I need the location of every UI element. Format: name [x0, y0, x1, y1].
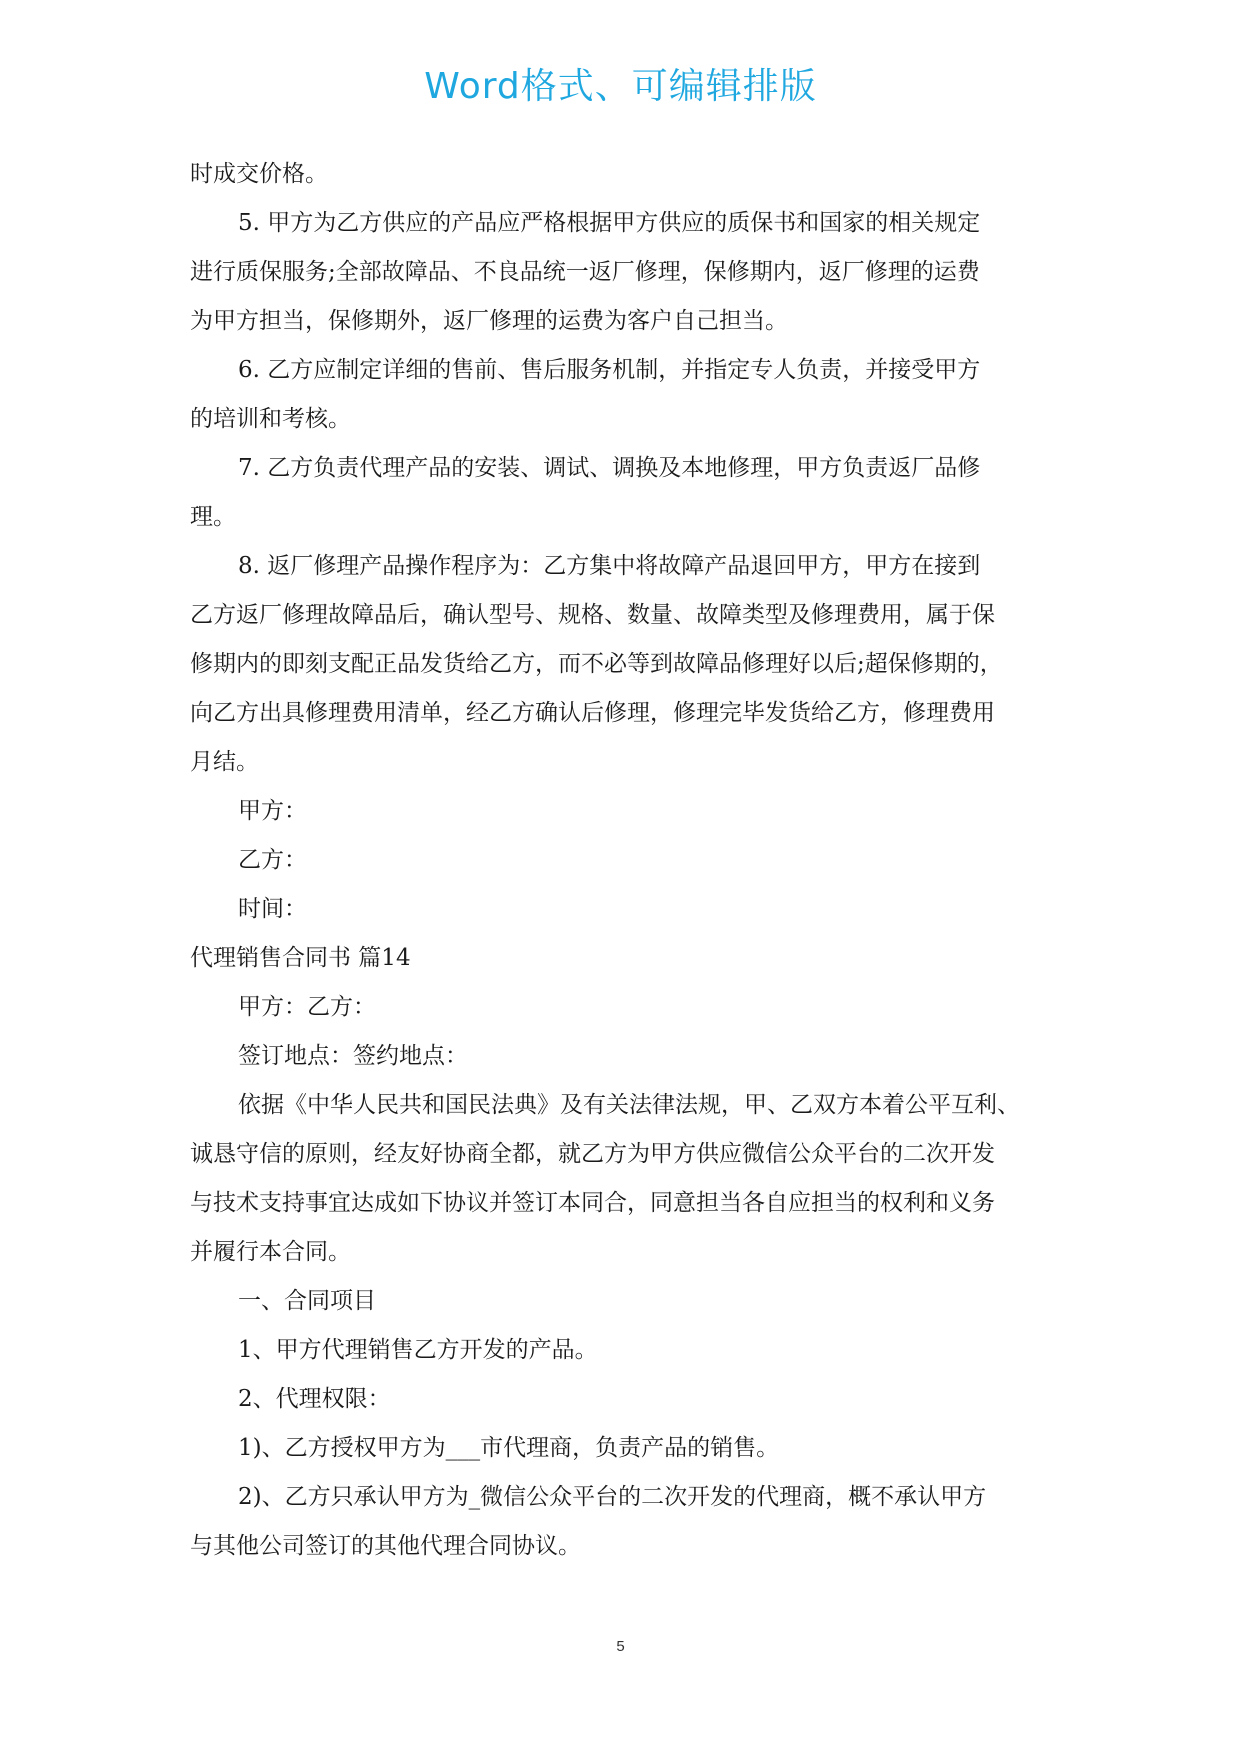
paragraph-line: 理。	[190, 504, 236, 530]
document-body	[190, 150, 1060, 1571]
signature-line-date: 时间：	[238, 896, 307, 922]
paragraph-line: 甲方：乙方：	[238, 994, 376, 1020]
paragraph-line: 1)、乙方授权甲方为___市代理商，负责产品的销售。	[238, 1435, 780, 1461]
paragraph-line: 修期内的即刻支配正品发货给乙方，而不必等到故障品修理好以后;超保修期的，	[190, 651, 1003, 677]
page-number: 5	[616, 1638, 625, 1655]
signature-line-party-b: 乙方：	[238, 847, 307, 873]
paragraph-line: 7. 乙方负责代理产品的安装、调试、调换及本地修理，甲方负责返厂品修	[238, 455, 981, 481]
paragraph-line: 的培训和考核。	[190, 406, 351, 432]
section-heading: 代理销售合同书 篇14	[190, 945, 411, 971]
paragraph-line: 时成交价格。	[190, 161, 328, 187]
paragraph-line: 向乙方出具修理费用清单，经乙方确认后修理，修理完毕发货给乙方，修理费用	[190, 700, 995, 726]
paragraph-line: 依据《中华人民共和国民法典》及有关法律法规，甲、乙双方本着公平互利、	[238, 1092, 1020, 1118]
paragraph-line: 并履行本合同。	[190, 1239, 351, 1265]
paragraph-line: 与技术支持事宜达成如下协议并签订本同合，同意担当各自应担当的权利和义务	[190, 1190, 995, 1216]
paragraph-line: 5. 甲方为乙方供应的产品应严格根据甲方供应的质保书和国家的相关规定	[238, 210, 981, 236]
paragraph-line: 2)、乙方只承认甲方为_微信公众平台的二次开发的代理商，概不承认甲方	[238, 1484, 987, 1510]
paragraph-line: 月结。	[190, 749, 259, 775]
paragraph-line: 2、代理权限：	[238, 1386, 391, 1412]
paragraph-line: 与其他公司签订的其他代理合同协议。	[190, 1533, 581, 1559]
paragraph-line: 8. 返厂修理产品操作程序为：乙方集中将故障产品退回甲方，甲方在接到	[238, 553, 981, 579]
paragraph-line: 为甲方担当，保修期外，返厂修理的运费为客户自己担当。	[190, 308, 788, 334]
header-title: Word格式、可编辑排版	[424, 66, 817, 107]
paragraph-line: 签订地点：签约地点：	[238, 1043, 468, 1069]
paragraph-line: 一、合同项目	[238, 1288, 376, 1314]
paragraph-line: 诚恳守信的原则，经友好协商全都，就乙方为甲方供应微信公众平台的二次开发	[190, 1141, 995, 1167]
paragraph-line: 1、甲方代理销售乙方开发的产品。	[238, 1337, 598, 1363]
paragraph-line: 进行质保服务;全部故障品、不良品统一返厂修理，保修期内，返厂修理的运费	[190, 259, 980, 285]
signature-line-party-a: 甲方：	[238, 798, 307, 824]
paragraph-line: 乙方返厂修理故障品后，确认型号、规格、数量、故障类型及修理费用，属于保	[190, 602, 995, 628]
paragraph-line: 6. 乙方应制定详细的售前、售后服务机制，并指定专人负责，并接受甲方	[238, 357, 981, 383]
